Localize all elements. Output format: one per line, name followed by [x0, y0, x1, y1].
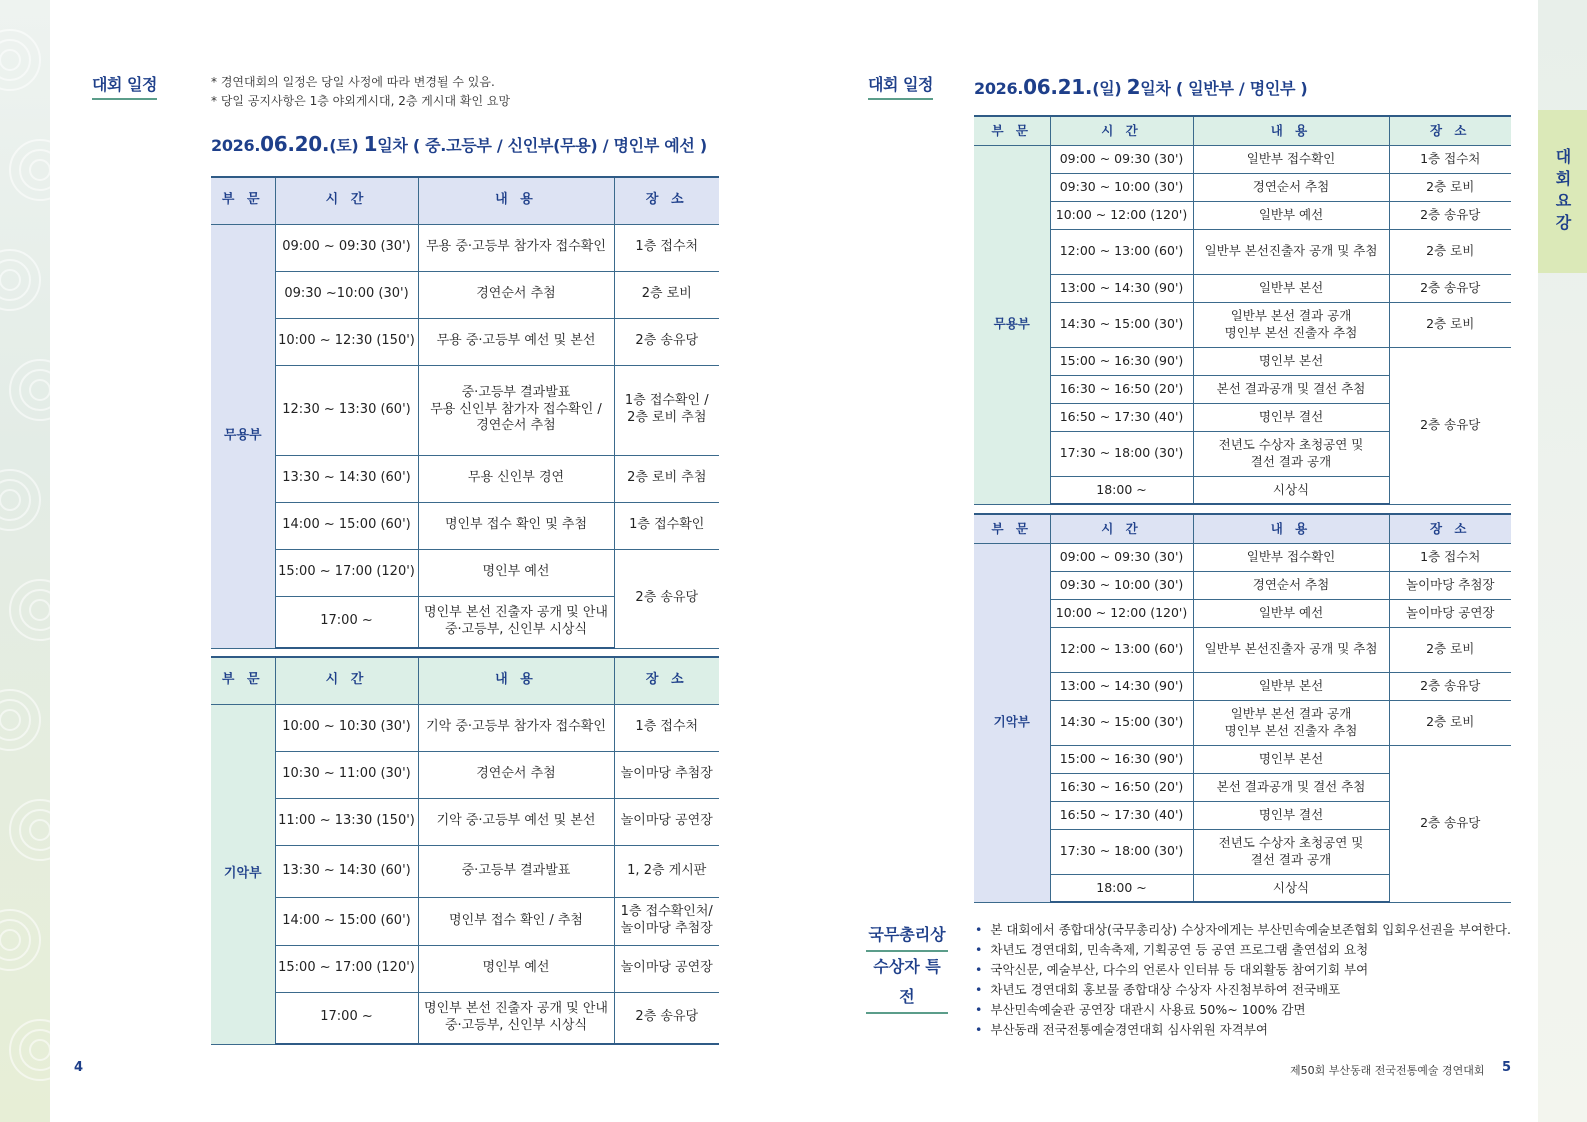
place-cell: 2층 송유당 — [614, 318, 719, 365]
place-cell: 놀이마당 추첨장 — [1389, 571, 1511, 599]
content-cell: 시상식 — [1193, 874, 1389, 902]
time-cell: 14:00 ~ 15:00 (60') — [275, 502, 418, 549]
content-cell: 본선 결과공개 및 결선 추첨 — [1193, 375, 1389, 403]
content-cell: 명인부 예선 — [418, 945, 614, 992]
table-row — [974, 201, 1511, 229]
content-cell: 명인부 접수 확인 / 추첨 — [418, 897, 614, 945]
table-row — [211, 897, 719, 945]
header-dept: 부 문 — [211, 177, 275, 224]
time-cell: 16:50 ~ 17:30 (40') — [1050, 403, 1193, 431]
table-header-row — [211, 657, 719, 704]
content-cell: 일반부 예선 — [1193, 201, 1389, 229]
time-cell: 15:00 ~ 17:00 (120') — [275, 945, 418, 992]
place-cell: 1층 접수처 — [1389, 145, 1511, 173]
place-cell: 2층 송유당 — [1389, 745, 1511, 902]
table-row — [211, 751, 719, 798]
time-cell: 12:00 ~ 13:00 (60') — [1050, 627, 1193, 672]
content-cell: 전년도 수상자 초청공연 및 결선 결과 공개 — [1193, 431, 1389, 476]
time-cell: 16:30 ~ 16:50 (20') — [1050, 773, 1193, 801]
table-header-row — [974, 514, 1511, 543]
time-cell: 13:30 ~ 14:30 (60') — [275, 455, 418, 502]
list-item: • 본 대회에서 종합대상(국무총리상) 수상자에게는 부산민속예술보존협회 입회우선권을 부여한다. — [975, 920, 1511, 940]
content-cell: 일반부 본선 결과 공개 명인부 본선 진출자 추첨 — [1193, 302, 1389, 347]
content-cell: 명인부 예선 — [418, 549, 614, 596]
content-cell: 일반부 본선 — [1193, 274, 1389, 302]
content-cell: 경연순서 추첨 — [1193, 571, 1389, 599]
place-cell: 놀이마당 공연장 — [1389, 599, 1511, 627]
table-row — [211, 845, 719, 897]
place-cell: 2층 송유당 — [614, 549, 719, 648]
note-line: * 당일 공지사항은 1층 야외게시대, 2층 게시대 확인 요망 — [211, 94, 511, 108]
table-row — [974, 672, 1511, 700]
table-row — [974, 599, 1511, 627]
content-cell: 기악 중·고등부 참가자 접수확인 — [418, 704, 614, 751]
content-cell: 일반부 본선 — [1193, 672, 1389, 700]
table-row — [974, 543, 1511, 571]
time-cell: 10:00 ~ 10:30 (30') — [275, 704, 418, 751]
header-time: 시 간 — [275, 657, 418, 704]
time-cell: 12:30 ~ 13:30 (60') — [275, 365, 418, 455]
time-cell: 09:30 ~10:00 (30') — [275, 271, 418, 318]
table-row — [974, 571, 1511, 599]
day2-year: 2026. — [974, 79, 1024, 98]
header-content: 내 용 — [418, 657, 614, 704]
place-cell: 2층 송유당 — [614, 992, 719, 1044]
award-benefits-list — [975, 920, 1511, 1040]
time-cell: 15:00 ~ 17:00 (120') — [275, 549, 418, 596]
time-cell: 13:30 ~ 14:30 (60') — [275, 845, 418, 897]
place-cell: 놀이마당 공연장 — [614, 945, 719, 992]
day1-dance-table — [211, 176, 719, 649]
place-cell: 1층 접수확인 — [614, 502, 719, 549]
content-cell: 명인부 본선 진출자 공개 및 안내 중·고등부, 신인부 시상식 — [418, 992, 614, 1044]
dept-cell: 무용부 — [211, 224, 275, 648]
place-cell: 1층 접수처 — [1389, 543, 1511, 571]
content-cell: 본선 결과공개 및 결선 추첨 — [1193, 773, 1389, 801]
table-row — [974, 745, 1511, 773]
time-cell: 16:50 ~ 17:30 (40') — [1050, 801, 1193, 829]
day1-date: 06.20. — [260, 132, 330, 156]
side-tab-label: 대회요강 — [1553, 147, 1572, 236]
dept-cell: 무용부 — [974, 145, 1050, 504]
header-content: 내 용 — [1193, 514, 1389, 543]
place-cell: 2층 로비 추첨 — [614, 455, 719, 502]
time-cell: 10:00 ~ 12:00 (120') — [1050, 201, 1193, 229]
content-cell: 명인부 본선 진출자 공개 및 안내 중·고등부, 신인부 시상식 — [418, 596, 614, 648]
header-place: 장 소 — [614, 177, 719, 224]
header-place: 장 소 — [1389, 514, 1511, 543]
day1-year: 2026. — [211, 136, 261, 155]
time-cell: 10:00 ~ 12:00 (120') — [1050, 599, 1193, 627]
content-cell: 무용 중·고등부 참가자 접수확인 — [418, 224, 614, 271]
list-item: • 차년도 경연대회 홍보물 종합대상 수상자 사진첨부하여 전국배포 — [975, 980, 1511, 1000]
table-row — [974, 229, 1511, 274]
time-cell: 18:00 ~ — [1050, 874, 1193, 902]
table-row — [974, 173, 1511, 201]
time-cell: 09:00 ~ 09:30 (30') — [1050, 543, 1193, 571]
time-cell: 15:00 ~ 16:30 (90') — [1050, 347, 1193, 375]
award-label-line2: 수상자 특전 — [866, 952, 948, 1014]
list-item: • 국악신문, 예술부산, 다수의 언론사 인터뷰 등 대외활동 참여기회 부여 — [975, 960, 1511, 980]
left-section-label: 대회 일정 — [92, 72, 157, 100]
table-row — [211, 798, 719, 845]
table-row — [211, 318, 719, 365]
header-dept: 부 문 — [974, 116, 1050, 145]
day2-date: 06.21. — [1023, 75, 1093, 99]
content-cell: 일반부 예선 — [1193, 599, 1389, 627]
day2-subtitle: 일차 ( 일반부 / 명인부 ) — [1140, 79, 1308, 98]
time-cell: 11:00 ~ 13:30 (150') — [275, 798, 418, 845]
left-decorative-border — [0, 0, 50, 1122]
table-row — [974, 302, 1511, 347]
time-cell: 17:00 ~ — [275, 596, 418, 648]
table-header-row — [211, 177, 719, 224]
content-cell: 기악 중·고등부 예선 및 본선 — [418, 798, 614, 845]
page-number-left: 4 — [74, 1060, 84, 1075]
place-cell: 2층 로비 — [1389, 229, 1511, 274]
content-cell: 전년도 수상자 초청공연 및 결선 결과 공개 — [1193, 829, 1389, 874]
time-cell: 17:30 ~ 18:00 (30') — [1050, 431, 1193, 476]
content-cell: 일반부 본선 결과 공개 명인부 본선 진출자 추첨 — [1193, 700, 1389, 745]
place-cell: 놀이마당 추첨장 — [614, 751, 719, 798]
time-cell: 14:30 ~ 15:00 (30') — [1050, 302, 1193, 347]
list-item: • 차년도 경연대회, 민속축제, 기획공연 등 공연 프로그램 출연섭외 요청 — [975, 940, 1511, 960]
time-cell: 10:00 ~ 12:30 (150') — [275, 318, 418, 365]
header-time: 시 간 — [1050, 116, 1193, 145]
table-row — [974, 274, 1511, 302]
place-cell: 1층 접수확인처/ 놀이마당 추첨장 — [614, 897, 719, 945]
place-cell: 2층 로비 — [1389, 302, 1511, 347]
content-cell: 경연순서 추첨 — [418, 271, 614, 318]
header-content: 내 용 — [1193, 116, 1389, 145]
time-cell: 12:00 ~ 13:00 (60') — [1050, 229, 1193, 274]
footer-event-name: 제50회 부산동래 전국전통예술 경연대회 — [1290, 1064, 1485, 1077]
content-cell: 명인부 본선 — [1193, 347, 1389, 375]
day1-subtitle: 일차 ( 중.고등부 / 신인부(무용) / 명인부 예선 ) — [377, 136, 707, 155]
table-header-row — [974, 116, 1511, 145]
time-cell: 13:00 ~ 14:30 (90') — [1050, 274, 1193, 302]
table-row — [211, 502, 719, 549]
table-row — [211, 704, 719, 751]
place-cell: 2층 로비 — [614, 271, 719, 318]
content-cell: 중·고등부 결과발표 — [418, 845, 614, 897]
content-cell: 무용 중·고등부 예선 및 본선 — [418, 318, 614, 365]
content-cell: 중·고등부 결과발표 무용 신인부 참가자 접수확인 / 경연순서 추첨 — [418, 365, 614, 455]
table-row — [211, 365, 719, 455]
list-item: • 부산동래 전국전통예술경연대회 심사위원 자격부여 — [975, 1020, 1511, 1040]
time-cell: 09:30 ~ 10:00 (30') — [1050, 173, 1193, 201]
day2-title — [974, 75, 1307, 99]
content-cell: 명인부 결선 — [1193, 403, 1389, 431]
day1-title — [211, 132, 707, 156]
header-dept: 부 문 — [211, 657, 275, 704]
content-cell: 일반부 접수확인 — [1193, 543, 1389, 571]
content-cell: 명인부 본선 — [1193, 745, 1389, 773]
place-cell: 2층 송유당 — [1389, 347, 1511, 504]
time-cell: 18:00 ~ — [1050, 476, 1193, 504]
place-cell: 2층 송유당 — [1389, 672, 1511, 700]
dept-cell: 기악부 — [974, 543, 1050, 902]
day2-dance-table — [974, 115, 1511, 505]
table-row — [974, 700, 1511, 745]
content-cell: 경연순서 추첨 — [1193, 173, 1389, 201]
place-cell: 2층 로비 — [1389, 627, 1511, 672]
time-cell: 14:00 ~ 15:00 (60') — [275, 897, 418, 945]
time-cell: 16:30 ~ 16:50 (20') — [1050, 375, 1193, 403]
day1-weekday: (토) — [329, 136, 359, 155]
place-cell: 2층 로비 — [1389, 700, 1511, 745]
content-cell: 일반부 본선진출자 공개 및 추첨 — [1193, 627, 1389, 672]
page-number-right: 5 — [1502, 1060, 1512, 1075]
day1-number: 1 — [363, 132, 378, 156]
time-cell: 14:30 ~ 15:00 (30') — [1050, 700, 1193, 745]
day1-music-table — [211, 656, 719, 1045]
content-cell: 명인부 접수 확인 및 추첨 — [418, 502, 614, 549]
time-cell: 17:30 ~ 18:00 (30') — [1050, 829, 1193, 874]
place-cell: 1층 접수처 — [614, 704, 719, 751]
content-cell: 일반부 본선진출자 공개 및 추첨 — [1193, 229, 1389, 274]
content-cell: 경연순서 추첨 — [418, 751, 614, 798]
table-row — [211, 271, 719, 318]
header-time: 시 간 — [275, 177, 418, 224]
table-row — [974, 627, 1511, 672]
place-cell: 1, 2층 게시판 — [614, 845, 719, 897]
day2-number: 2 — [1126, 75, 1141, 99]
place-cell: 2층 로비 — [1389, 173, 1511, 201]
header-time: 시 간 — [1050, 514, 1193, 543]
table-row — [211, 224, 719, 271]
schedule-notes — [211, 73, 510, 111]
time-cell: 17:00 ~ — [275, 992, 418, 1044]
place-cell: 1층 접수처 — [614, 224, 719, 271]
header-dept: 부 문 — [974, 514, 1050, 543]
header-content: 내 용 — [418, 177, 614, 224]
place-cell: 2층 송유당 — [1389, 201, 1511, 229]
table-row — [211, 549, 719, 596]
time-cell: 10:30 ~ 11:00 (30') — [275, 751, 418, 798]
table-row — [974, 347, 1511, 375]
content-cell: 시상식 — [1193, 476, 1389, 504]
award-label-line1: 국무총리상 — [866, 920, 948, 952]
note-line: * 경연대회의 일정은 당일 사정에 따라 변경될 수 있음. — [211, 75, 495, 89]
side-tab — [1538, 110, 1587, 273]
header-place: 장 소 — [614, 657, 719, 704]
time-cell: 15:00 ~ 16:30 (90') — [1050, 745, 1193, 773]
header-place: 장 소 — [1389, 116, 1511, 145]
award-label — [866, 920, 948, 1014]
time-cell: 09:00 ~ 09:30 (30') — [275, 224, 418, 271]
right-section-label: 대회 일정 — [868, 72, 933, 100]
table-row — [211, 992, 719, 1044]
table-row — [211, 455, 719, 502]
table-row — [974, 145, 1511, 173]
day2-weekday: (일) — [1092, 79, 1122, 98]
place-cell: 놀이마당 공연장 — [614, 798, 719, 845]
content-cell: 일반부 접수확인 — [1193, 145, 1389, 173]
place-cell: 2층 송유당 — [1389, 274, 1511, 302]
time-cell: 09:00 ~ 09:30 (30') — [1050, 145, 1193, 173]
content-cell: 무용 신인부 경연 — [418, 455, 614, 502]
place-cell: 1층 접수확인 / 2층 로비 추첨 — [614, 365, 719, 455]
table-row — [211, 945, 719, 992]
dept-cell: 기악부 — [211, 704, 275, 1044]
day2-music-table — [974, 513, 1511, 903]
content-cell: 명인부 결선 — [1193, 801, 1389, 829]
time-cell: 09:30 ~ 10:00 (30') — [1050, 571, 1193, 599]
list-item: • 부산민속예술관 공연장 대관시 사용료 50%~ 100% 감면 — [975, 1000, 1511, 1020]
time-cell: 13:00 ~ 14:30 (90') — [1050, 672, 1193, 700]
